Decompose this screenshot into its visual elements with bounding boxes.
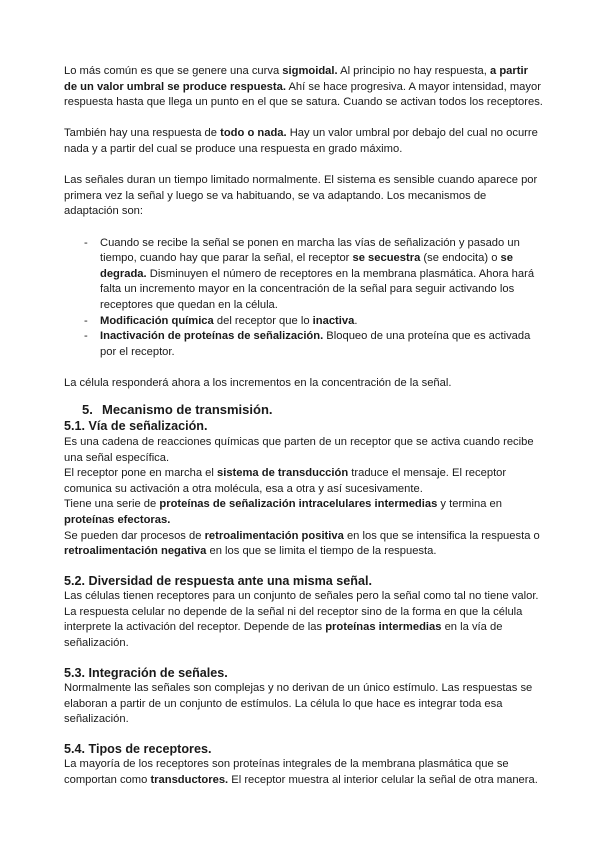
text: en la vía de señalización. (64, 621, 503, 649)
text: Al principio no hay respuesta, (337, 65, 490, 77)
text: del receptor que lo (213, 314, 313, 327)
bold-text: proteínas intermedias (325, 621, 442, 634)
paragraph-5-1-c (64, 497, 544, 528)
paragraph-5-1-d (64, 529, 544, 560)
paragraph-5-1-b (64, 466, 544, 497)
subsection-heading-5-3: 5.3. Integración de señales. (64, 665, 228, 680)
text: en los que se limita el tiempo de la respuesta. (206, 545, 437, 558)
bold-text: sistema de transducción (216, 467, 349, 480)
text: Hay un valor umbral por debajo del cual no ocurre nada y a partir del cual se produce una respuesta en grado máximo. (64, 127, 538, 155)
subsection-heading-5-4: 5.4. Tipos de receptores. (64, 741, 212, 756)
text: (se endocita) o (420, 252, 501, 265)
bold-text: inactiva (312, 314, 355, 327)
bold-text: se secuestra (352, 252, 421, 265)
text: El receptor pone en marcha el (64, 467, 217, 480)
paragraph-sigmoid (64, 64, 544, 111)
list-item (100, 329, 544, 360)
text: Las células tienen receptores para un conjunto de señales pero la señal como tal no tiene valor. La respuesta celular no depende de la señal ni del receptor sino de la forma en que la célula interprete la activación del receptor. Depende de las (64, 590, 539, 634)
text: La mayoría de los receptores son proteínas integrales de la membrana plasmática que se comportan como (64, 758, 509, 786)
bold-text: transductores. (150, 773, 229, 786)
text: traduce el mensaje. El receptor comunica su activación a otra molécula, esa a otra y así sucesivamente. (64, 467, 507, 495)
paragraph-5-4 (64, 757, 544, 788)
bold-text: sigmoidal. (282, 65, 338, 77)
text: Se pueden dar procesos de (64, 529, 205, 542)
bold-text: retroalimentación positiva (204, 529, 344, 542)
bold-text: proteínas efectoras. (64, 513, 171, 526)
text: . (354, 314, 358, 327)
subsection-heading-5-1: 5.1. Vía de señalización. (64, 419, 208, 434)
bold-text: Modificación química (100, 314, 214, 327)
text: Lo más común es que se genere una curva (64, 65, 283, 77)
paragraph-5-1-a: Es una cadena de reacciones químicas que parten de un receptor que se activa cuando recibe una señal específica. (64, 435, 534, 464)
adaptation-list (64, 236, 544, 361)
bold-text: proteínas de señalización intracelulares intermedias (159, 498, 438, 511)
text: También hay una respuesta de (64, 127, 221, 140)
text: Ahí se hace progresiva. A mayor intensidad, mayor respuesta hasta que llega un punto en el que se satura. Cuando se activan todos los receptores. (64, 80, 543, 109)
text: Disminuyen el número de receptores en la membrana plasmática. Ahora hará falta un incremento mayor en la concentración de la señal para seguir activando los receptores que quedan en la célula. (100, 267, 535, 311)
bold-text: se degrada. (100, 252, 513, 280)
bold-text: a partir de un valor umbral se produce respuesta. (64, 65, 528, 93)
text: El receptor muestra al interior celular la señal de otra manera. (228, 773, 538, 786)
section-title: Mecanismo de transmisión. (102, 402, 273, 418)
section-number: 5. (82, 402, 93, 418)
paragraph-response: La célula responderá ahora a los incrementos en la concentración de la señal. (64, 376, 452, 389)
text: Cuando se recibe la señal se ponen en marcha las vías de señalización y pasado un tiempo, cuando hay que parar la señal, el receptor (100, 236, 520, 265)
text: y termina en (437, 498, 502, 511)
bold-text: todo o nada. (220, 127, 287, 140)
text: Bloqueo de una proteína que es activada por el receptor. (100, 330, 531, 358)
subsection-heading-5-2: 5.2. Diversidad de respuesta ante una misma señal. (64, 573, 372, 588)
paragraph-all-or-nothing (64, 126, 544, 157)
list-item (100, 314, 544, 330)
paragraph-5-3: Normalmente las señales son complejas y no derivan de un único estímulo. Las respuestas se elaboran a partir de un conjunto de estímulos. La célula lo que hace es integrar toda esa señalización. (64, 682, 533, 726)
paragraph-5-2 (64, 589, 544, 651)
bold-text: Inactivación de proteínas de señalización. (100, 330, 324, 343)
list-item (100, 236, 544, 314)
bold-text: retroalimentación negativa (64, 545, 207, 558)
text: Tiene una serie de (64, 498, 160, 511)
paragraph-adaptation: Las señales duran un tiempo limitado normalmente. El sistema es sensible cuando aparece por primera vez la señal y luego se va habituando, se va adaptando. Los mecanismos de adaptación son: (64, 174, 538, 218)
section-heading-5 (64, 401, 544, 418)
text: en los que se intensifica la respuesta o (343, 529, 540, 542)
